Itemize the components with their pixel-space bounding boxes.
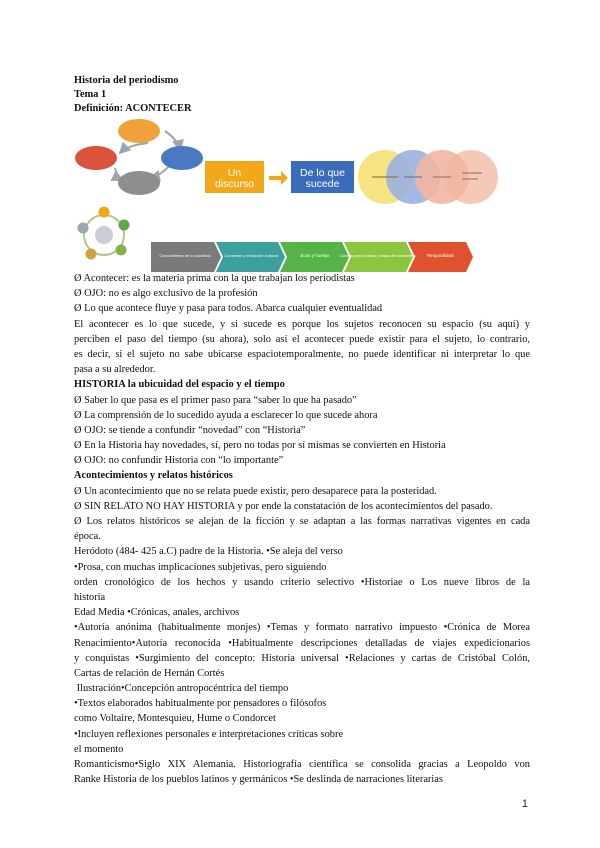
circle-pink-2 — [444, 150, 498, 204]
ring-center — [95, 226, 113, 244]
paragraph-line: perciben el paso del tiempo (su ahora), solo así el acontecer puede existir para el sujeto, lo contrario, — [74, 333, 530, 345]
bullet-line: Ø La comprensión de lo sucedido ayuda a esclarecer lo que sucede ahora — [74, 409, 378, 421]
bullet-line: Ø Los relatos históricos se alejan de la ficción y se adaptan a las formas narrativas vigentes en cada — [74, 516, 530, 527]
topic-heading: Tema 1 — [74, 89, 107, 101]
paragraph-line: •Textos elaborados habitualmente por pensadores o filósofos — [74, 698, 327, 710]
cycle-node-bottom — [118, 171, 160, 195]
cycle-node-top — [118, 119, 160, 143]
bullet-line: Ø SIN RELATO NO HAY HISTORIA y por ende la constatación de los acontecimientos del pasado. — [74, 500, 493, 512]
process-step-4-label: Concepto para un futuro y etapas del conocimiento — [339, 254, 417, 258]
ring-diagram — [78, 207, 130, 260]
process-strip — [151, 242, 473, 272]
box-de-lo-que-sucede-label: De lo que sucede — [300, 167, 345, 190]
paragraph-line: •Prosa, con muchas implicaciones subjetivas, pero siguiendo — [74, 561, 327, 573]
bullet-line: Ø En la Historia hay novedades, sí, pero no todas por sí mismas se convierten en Historia — [74, 440, 446, 452]
paragraph-line: como Voltaire, Montesquieu, Hume o Condorcet — [74, 713, 276, 725]
process-step-5-label: Temporalidad — [426, 253, 454, 258]
venn-circles — [358, 150, 498, 204]
process-step-2-label: Consenso y evolución cultural — [224, 253, 278, 258]
paragraph-line: •Autoría anónima (habitualmente monjes) •Temas y formato narrativo impuesto •Crónica de Morea — [74, 622, 530, 634]
process-step-3-label: Ecos y huellas — [300, 253, 330, 258]
ring-node-3 — [116, 245, 127, 256]
paragraph-line: Heródoto (484- 425 a.C) padre de la Historia. •Se aleja del verso — [74, 546, 343, 558]
paragraph-line: historia — [74, 591, 106, 603]
paragraph-line: el momento — [74, 743, 124, 755]
paragraph-line: es decir, si el sujeto no sabe ubicarse espaciotemporalmente, no puede identificar ni interpretar lo que — [74, 348, 530, 360]
box-un-discurso-label: Un discurso — [214, 167, 255, 190]
ring-node-5 — [78, 223, 89, 234]
paragraph-line: Ranke Historia de los pueblos latinos y germánicos •Se deslinda de narraciones literarias — [74, 774, 443, 786]
bullet-line: Ø Acontecer: es la materia prima con la que trabajan los periodistas — [74, 273, 355, 284]
cycle-diagram — [75, 119, 203, 195]
section-heading: HISTORIA la ubicuidad del espacio y el tiempo — [74, 379, 285, 391]
paragraph-line: orden cronológico de los hechos y usando criterio selectivo •Historiae o Los nueve libros de la — [74, 576, 530, 588]
document-title: Historia del periodismo — [74, 75, 179, 86]
ring-node-1 — [99, 207, 110, 218]
cycle-node-left — [75, 146, 117, 170]
arrow-right-icon — [269, 171, 288, 185]
bullet-line: Ø OJO: no confundir Historia con “lo importante” — [74, 455, 284, 467]
paragraph-line: •Incluyen reflexiones personales e interpretaciones críticas sobre — [74, 728, 344, 740]
paragraph-line: Edad Media •Crónicas, anales, archivos — [74, 607, 240, 619]
bullet-line: Ø Lo que acontece fluye y pasa para todos. Abarca cualquier eventualidad — [74, 303, 383, 315]
section-heading: Acontecimientos y relatos históricos — [74, 470, 233, 482]
paragraph-line: y conquistas •Surgimiento del concepto: Historia universal •Relaciones y cartas de Cristóbal Colón, — [74, 652, 530, 664]
ring-node-2 — [119, 220, 130, 231]
paragraph-line: Renacimiento•Autoría reconocida •Habitualmente descripciones detalladas de viajes expedicionarios — [74, 637, 530, 649]
bullet-line: Ø OJO: no es algo exclusivo de la profesión — [74, 288, 258, 300]
bullet-line: Ø Saber lo que pasa es el primer paso para “saber lo que ha pasado” — [74, 394, 357, 406]
body-text — [74, 271, 530, 787]
ring-node-4 — [86, 249, 97, 260]
paragraph-line: Cartas de relación de Hernán Cortés — [74, 667, 225, 679]
paragraph-line: El acontecer es lo que sucede, y si sucede es porque los sujetos reconocen su espacio (su aquí) y — [74, 318, 530, 330]
process-step-1-label: Conocimiento de lo sucedido — [159, 253, 211, 258]
cycle-node-right — [161, 146, 203, 170]
definition-heading: Definición: ACONTECER — [74, 103, 192, 115]
page-number: 1 — [521, 798, 528, 810]
paragraph-line: época. — [74, 531, 101, 543]
paragraph-line: pasa a su alrededor. — [74, 364, 156, 376]
bullet-line: Ø OJO: se tiende a confundir “novedad” con “Historia” — [74, 424, 306, 436]
bullet-line: Ø Un acontecimiento que no se relata puede existir, pero desaparece para la posteridad. — [74, 485, 437, 497]
paragraph-line: Ilustración•Concepción antropocéntrica del tiempo — [74, 683, 289, 695]
paragraph-line: Romanticismo•Siglo XIX Alemania. Historiografía científica se consolida gracias a Leopoldo von — [74, 759, 530, 770]
